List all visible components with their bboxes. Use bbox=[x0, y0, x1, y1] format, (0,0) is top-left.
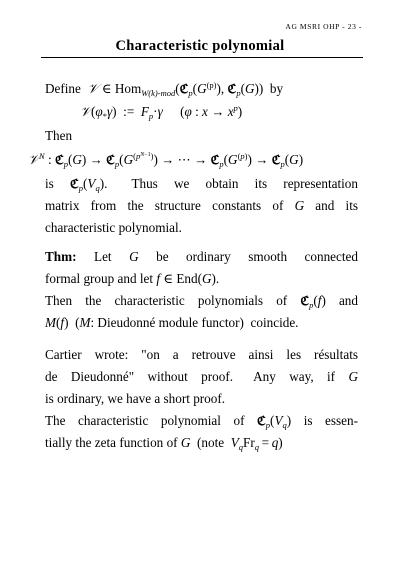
cartier-line-5: tially the zeta function of G (note $V_qFr_q = q$) bbox=[45, 435, 283, 452]
para-representation-3: characteristic polynomial. bbox=[45, 220, 182, 235]
formula-chain: 𝒱$^N$ : ℭ$_p$(G) → $ℭ_p(G^{(p^{N-1})})$ → ⋯ → $ℭ_p(G^{(p)})$ → ℭ$_p$(G) bbox=[28, 151, 304, 169]
formula-verschiebung: $𝒱(\varphi_*\gamma)$ := $F_p\cdot\gamma$ (φ : $x \to x^p$) bbox=[80, 103, 243, 121]
theorem-line-3: Then the characteristic polynomials of ℭ$_p$(f) and bbox=[45, 293, 358, 310]
then-label: Then bbox=[45, 128, 73, 143]
para-representation-2: matrix from the structure constants of G and its bbox=[45, 198, 358, 213]
cartier-line-2: de Dieudonné" without proof. Any way, if G bbox=[45, 369, 358, 384]
para-representation-1: is $ℭ_p(V_q)$. Thus we obtain its representation bbox=[45, 176, 358, 193]
cartier-line-4: The characteristic polynomial of $ℭ_p(V_q)$ is essen- bbox=[45, 413, 358, 430]
page-title: Characteristic polynomial bbox=[115, 38, 285, 54]
theorem-line-1: Thm: Let G be ordinary smooth connected bbox=[45, 249, 358, 264]
cartier-line-1: Cartier wrote: "on a retrouve ainsi les résultats bbox=[45, 347, 358, 362]
cartier-line-3: is ordinary, we have a short proof. bbox=[45, 391, 226, 406]
page-header: AG MSRI OHP - 23 - bbox=[285, 22, 362, 31]
theorem-line-2: formal group and let f ∈ End(G). bbox=[45, 271, 220, 286]
title-rule bbox=[41, 57, 363, 58]
define-line: Define 𝒱 ∈ $Hom_{W(k)-mod}(ℭ_p(G^{(p)})$, ℭ$_p$(G)) by bbox=[45, 80, 284, 98]
theorem-line-4: M(f) (M: Dieudonné module functor) coincide. bbox=[45, 315, 299, 330]
